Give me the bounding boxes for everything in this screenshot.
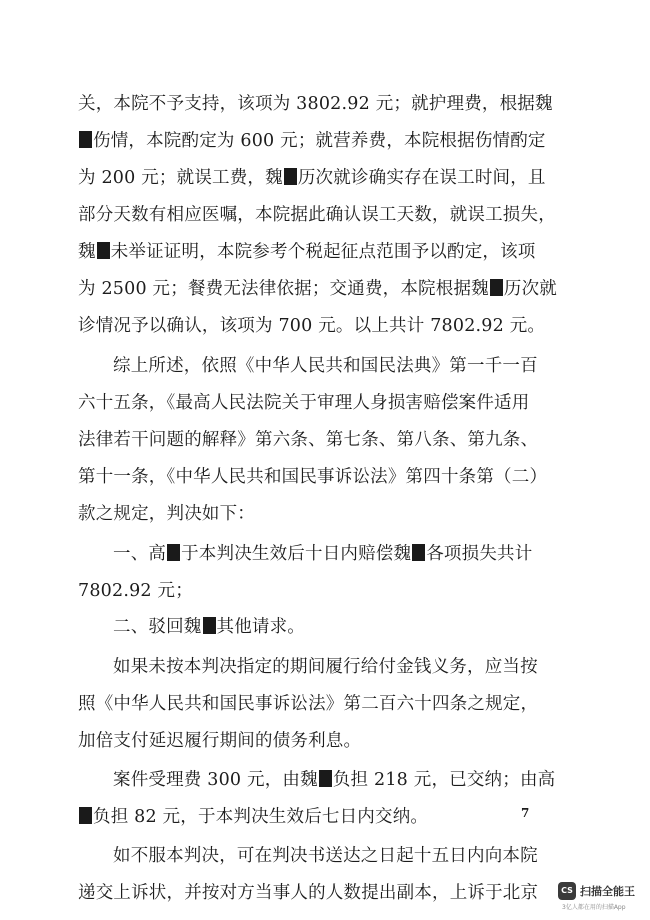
text-segment: 一、高 (113, 544, 167, 564)
watermark-app-name: 扫描全能王 (580, 885, 635, 898)
text-segment: 关，本院不予支持，该项为 3802.92 元；就护理费，根据魏 (78, 94, 553, 114)
redaction-block (167, 544, 180, 561)
text-line (113, 656, 538, 678)
text-segment: 为 2500 元；餐费无法律依据；交通费，本院根据魏 (78, 279, 489, 299)
text-segment: 诊情况予以确认，该项为 700 元。以上共计 7802.92 元。 (78, 316, 546, 336)
redaction-block (412, 544, 425, 561)
page-number: 7 (521, 806, 530, 820)
text-segment: 于本判决生效后十日内赔偿魏 (181, 544, 412, 564)
text-line (113, 769, 555, 791)
text-line (78, 429, 538, 451)
text-segment: 六十五条，《最高人民法院关于审理人身损害赔偿案件适用 (78, 393, 530, 413)
text-segment: 负担 218 元，已交纳；由高 (332, 770, 556, 790)
text-segment: 各项损失共计 (426, 544, 533, 564)
text-segment: 为 200 元；就误工费，魏 (78, 168, 283, 188)
text-segment: 历次就诊确实存在误工时间，且 (297, 168, 546, 188)
text-line (113, 543, 532, 565)
text-segment: 照《中华人民共和国民事诉讼法》第二百六十四条之规定， (78, 694, 539, 714)
text-line (113, 845, 538, 867)
text-segment: 二、驳回魏 (113, 617, 202, 637)
redaction-block (203, 617, 216, 634)
text-line (78, 503, 255, 525)
text-segment: 部分天数有相应医嘱，本院据此确认误工天数，就误工损失， (78, 205, 556, 225)
text-line (78, 130, 546, 152)
text-segment: 负担 82 元，于本判决生效后七日内交纳。 (93, 807, 429, 827)
redaction-block (490, 279, 503, 296)
text-segment: 综上所述，依照《中华人民共和国民法典》第一千一百 (113, 356, 538, 376)
text-line (78, 315, 545, 337)
text-line (78, 882, 538, 904)
redaction-block (79, 131, 92, 148)
text-line (78, 392, 529, 414)
text-line (78, 806, 428, 828)
redaction-block (97, 242, 110, 259)
text-segment: 案件受理费 300 元，由魏 (113, 770, 318, 790)
camscanner-logo-icon: CS (558, 882, 576, 900)
text-segment: 如不服本判决，可在判决书送达之日起十五日内向本院 (113, 846, 538, 866)
redaction-block (319, 770, 332, 787)
text-segment: 魏 (78, 242, 96, 262)
scanner-watermark (558, 882, 648, 912)
text-line (78, 580, 193, 602)
text-segment: 如果未按本判决指定的期间履行给付金钱义务，应当按 (113, 657, 538, 677)
text-line (78, 93, 553, 115)
text-line (78, 693, 538, 715)
watermark-tagline: 3亿人都在用的扫描App (562, 904, 626, 911)
text-line (113, 616, 305, 638)
text-line (113, 355, 538, 377)
text-segment: 加倍支付延迟履行期间的债务利息。 (78, 731, 362, 751)
text-segment: 法律若干问题的解释》第六条、第七条、第八条、第九条、 (78, 430, 539, 450)
text-segment: 未举证证明，本院参考个税起征点范围予以酌定，该项 (110, 242, 536, 262)
text-segment: 历次就 (503, 279, 557, 299)
redaction-block (79, 807, 92, 824)
text-line (78, 466, 547, 488)
text-segment: 7802.92 元； (78, 581, 193, 601)
text-segment: 其他请求。 (216, 617, 305, 637)
text-segment: 递交上诉状，并按对方当事人的人数提出副本，上诉于北京 (78, 883, 539, 903)
text-line (78, 730, 361, 752)
text-segment: 款之规定，判决如下： (78, 504, 255, 524)
text-segment: 伤情，本院酌定为 600 元；就营养费，本院根据伤情酌定 (93, 131, 546, 151)
text-line (78, 204, 556, 226)
text-line (78, 167, 546, 189)
text-segment: 第十一条，《中华人民共和国民事诉讼法》第四十条第（二） (78, 467, 548, 487)
text-line (78, 278, 557, 300)
text-line (78, 241, 536, 263)
redaction-block (284, 168, 297, 185)
